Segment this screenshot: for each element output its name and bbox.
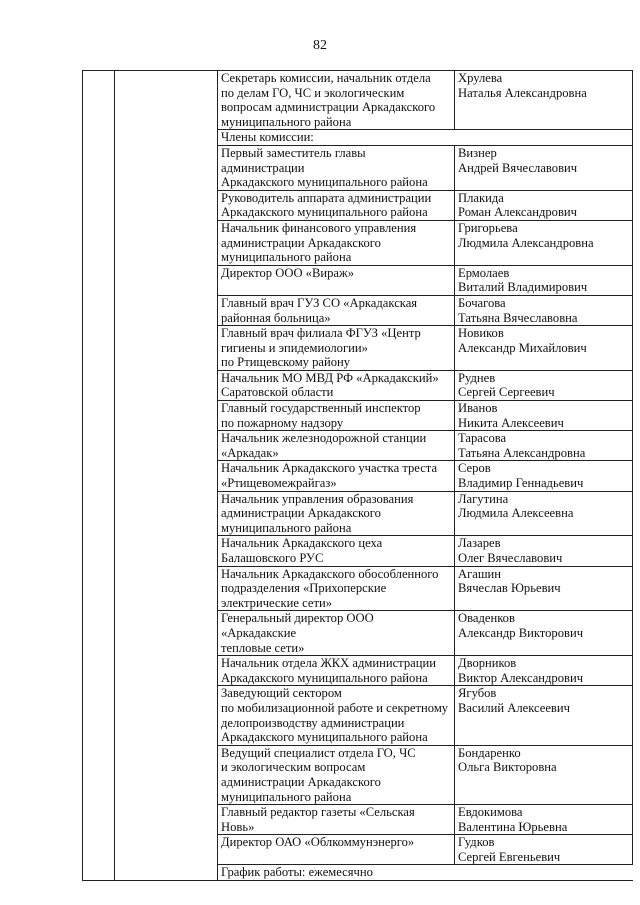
member-name: Григорьева Людмила Александровна [455, 220, 633, 265]
member-position: Главный врач ГУЗ СО «Аркадакская районная больница» [218, 295, 455, 325]
member-name: Бондаренко Ольга Викторовна [455, 745, 633, 804]
member-position: Главный редактор газеты «Сельская Новь» [218, 805, 455, 835]
member-position: Руководитель аппарата администрации Аркадакского муниципального района [218, 190, 455, 220]
member-position: Начальник финансового управления администрации Аркадакского муниципального района [218, 220, 455, 265]
member-position: Начальник управления образования администрации Аркадакского муниципального района [218, 491, 455, 536]
member-name: Оваденков Александр Викторович [455, 611, 633, 656]
member-position: Заведующий сектором по мобилизационной работе и секретному делопроизводству администрации Аркадакского муниципального района [218, 686, 455, 745]
member-name: Лагутина Людмила Алексеевна [455, 491, 633, 536]
member-position: Ведущий специалист отдела ГО, ЧС и экологическим вопросам администрации Аркадакского муниципального района [218, 745, 455, 804]
member-name: Визнер Андрей Вячеславович [455, 145, 633, 190]
member-name: Серов Владимир Геннадьевич [455, 461, 633, 491]
member-position: Начальник МО МВД РФ «Аркадакский» Саратовской области [218, 370, 455, 400]
member-name: Евдокимова Валентина Юрьевна [455, 805, 633, 835]
member-position: Начальник Аркадакского цеха Балашовского РУС [218, 536, 455, 566]
member-name: Тарасова Татьяна Александровна [455, 431, 633, 461]
member-position: Начальник Аркадакского обособленного подразделения «Прихоперские электрические сети» [218, 566, 455, 611]
member-position: Начальник железнодорожной станции «Аркадак» [218, 431, 455, 461]
member-name: Дворников Виктор Александрович [455, 656, 633, 686]
member-position: Главный государственный инспектор по пожарному надзору [218, 401, 455, 431]
member-name: Ягубов Василий Алексеевич [455, 686, 633, 745]
member-position: Начальник Аркадакского участка треста «Ртищевомежрайгаз» [218, 461, 455, 491]
member-position: Первый заместитель главы администрации Аркадакского муниципального района [218, 145, 455, 190]
page-number: 82 [313, 38, 327, 53]
member-name: Лазарев Олег Вячеславович [455, 536, 633, 566]
member-position: Главный врач филиала ФГУЗ «Центр гигиены и эпидемиологии» по Ртищевскому району [218, 326, 455, 371]
column-2-cell [115, 71, 218, 881]
member-name: Гудков Сергей Евгеньевич [455, 835, 633, 865]
secretary-name: Хрулева Наталья Александровна [455, 71, 633, 130]
secretary-position: Секретарь комиссии, начальник отдела по делам ГО, ЧС и экологическим вопросам администрации Аркадакского муниципального района [218, 71, 455, 130]
commission-table [82, 70, 633, 881]
member-name: Руднев Сергей Сергеевич [455, 370, 633, 400]
member-position: Генеральный директор ООО «Аркадакские тепловые сети» [218, 611, 455, 656]
member-name: Агашин Вячеслав Юрьевич [455, 566, 633, 611]
members-header: Члены комиссии: [218, 130, 633, 146]
member-position: Начальник отдела ЖКХ администрации Аркадакского муниципального района [218, 656, 455, 686]
schedule-text: График работы: ежемесячно [218, 865, 633, 881]
table-right-border [632, 70, 633, 846]
member-name: Ермолаев Виталий Владимирович [455, 265, 633, 295]
member-name: Бочагова Татьяна Вячеславовна [455, 295, 633, 325]
member-position: Директор ОАО «Облкоммунэнерго» [218, 835, 455, 865]
member-position: Директор ООО «Вираж» [218, 265, 455, 295]
member-name: Иванов Никита Алексеевич [455, 401, 633, 431]
member-name: Плакида Роман Александрович [455, 190, 633, 220]
member-name: Новиков Александр Михайлович [455, 326, 633, 371]
secretary-row [83, 71, 633, 130]
column-1-cell [83, 71, 115, 881]
